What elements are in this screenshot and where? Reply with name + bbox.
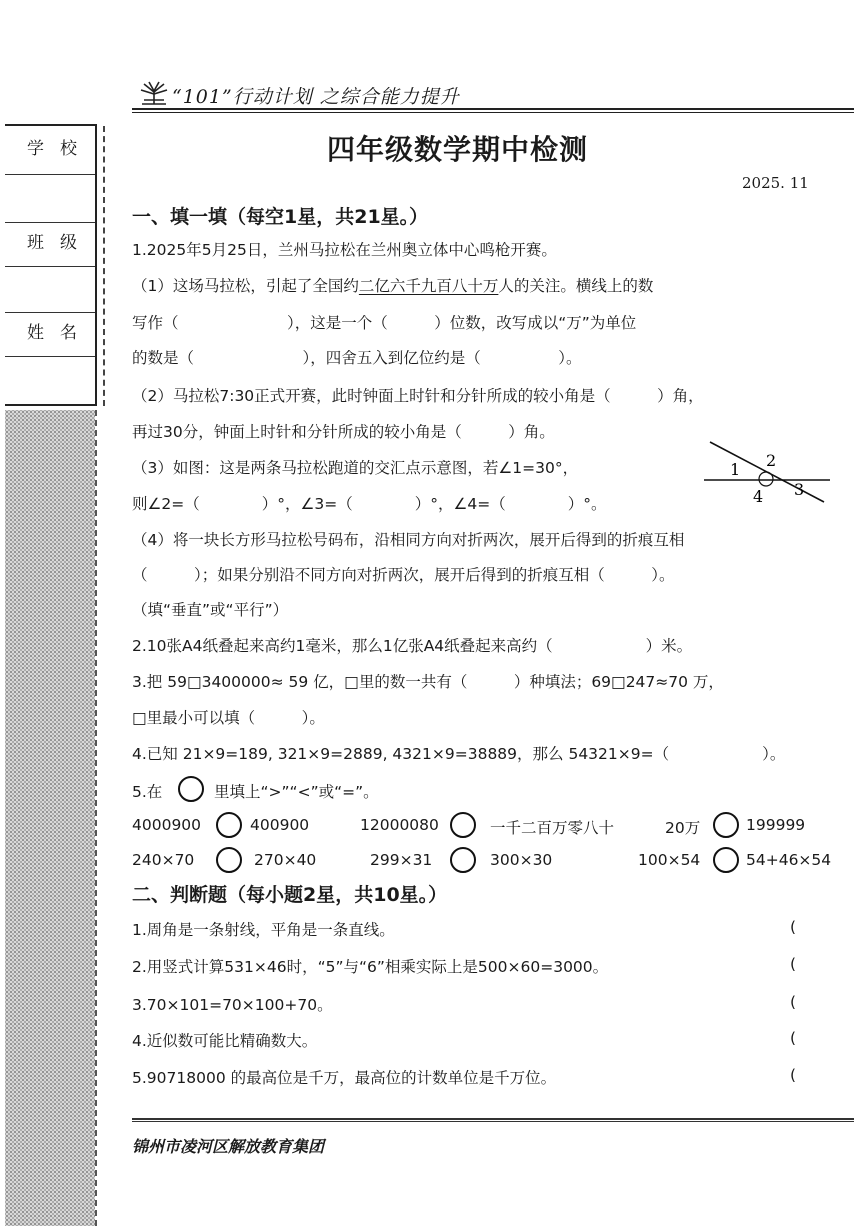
q5-text-b: 里填上“>”“<”或“=”。 [214,783,379,801]
compare-6-circle[interactable] [713,847,739,873]
name-line [5,356,95,357]
q2: 2.10张A4纸叠起来高约1毫米，那么1亿张A4纸叠起来高约（ ）米。 [132,637,693,655]
name-label: 姓名 [27,323,93,343]
compare-2-circle[interactable] [450,812,476,838]
q3-line2: □里最小可以填（ ）。 [132,709,325,727]
compare-6-right: 54+46×54 [746,851,832,869]
judge-3-paren[interactable]: ( [790,993,797,1011]
q1-3-line2: 则∠2=（ ）°，∠3=（ ）°，∠4=（ ）°。 [132,495,607,513]
q1-intro: 1.2025年5月25日，兰州马拉松在兰州奥立体中心鸣枪开赛。 [132,241,557,259]
angle-4-label: 4 [753,487,764,506]
q1-2-line2: 再过30分，钟面上时针和分针所成的较小角是（ ）角。 [132,423,555,441]
school-line [5,174,95,175]
judge-item-1: 1.周角是一条射线，平角是一条直线。 [132,921,395,939]
compare-1-circle[interactable] [216,812,242,838]
judge-2-paren[interactable]: ( [790,955,797,973]
footer-text: 锦州市凌河区解放教育集团 [132,1137,325,1156]
compare-4-circle[interactable] [216,847,242,873]
school-fill-line [5,222,95,223]
binding-dash-line [103,126,105,406]
q1-1-underlined-number: 二亿六千九百八十万 [358,277,499,295]
q1-1-line2: 写作（ ），这是一个（ ）位数，改写成以“万”为单位 [132,314,637,332]
compare-3-circle[interactable] [713,812,739,838]
q1-2-line1: （2）马拉松7:30正式开赛，此时钟面上时针和分针所成的较小角是（ ）角， [132,387,704,405]
q1-1-line3: 的数是（ ），四舍五入到亿位约是（ ）。 [132,349,582,367]
angle-1-label: 1 [730,460,741,479]
student-info-box [5,124,97,406]
compare-5-circle[interactable] [450,847,476,873]
q4: 4.已知 21×9=189, 321×9=2889, 4321×9=38889，那么 54321×9=（ ）。 [132,745,786,763]
compare-3-right: 199999 [746,816,806,834]
judge-4-paren[interactable]: ( [790,1029,797,1047]
series-logo [138,80,170,106]
class-fill-line [5,312,95,313]
section-2-heading: 二、判断题（每小题2星，共10星。） [132,884,448,906]
q1-4-line2: （ ）；如果分别沿不同方向对折两次，展开后得到的折痕互相（ ）。 [132,566,675,584]
class-line [5,266,95,267]
q1-3-line1: （3）如图：这是两条马拉松跑道的交汇点示意图，若∠1=30°， [132,459,579,477]
compare-4-left: 240×70 [132,851,195,869]
exam-date: 2025. 11 [742,174,809,192]
judge-item-4: 4.近似数可能比精确数大。 [132,1032,318,1050]
school-label: 学校 [27,139,93,159]
section-1-heading: 一、填一填（每空1星，共21星。） [132,206,429,228]
compare-2-left: 12000080 [360,816,439,834]
judge-item-2: 2.用竖式计算531×46时，“5”与“6”相乘实际上是500×60=3000。 [132,958,609,976]
judge-item-3: 3.70×101=70×100+70。 [132,996,333,1014]
judge-item-5: 5.90718000 的最高位是千万，最高位的计数单位是千万位。 [132,1069,557,1087]
q1-1-line1 [132,274,653,296]
q1-1-text-b: 人的关注。横线上的数 [498,277,654,295]
compare-6-left: 100×54 [638,851,701,869]
series-title: “101”行动计划 之综合能力提升 [172,86,460,108]
scan-shading-edge [95,410,97,1226]
page-title: 四年级数学期中检测 [327,133,589,166]
compare-2-right: 一千二百万零八十 [490,819,615,837]
q3-line1: 3.把 59□3400000≈ 59 亿，□里的数一共有（ ）种填法；69□247≈70 万， [132,673,724,691]
q5-text-a: 5.在 [132,783,163,801]
header-rule-thin [132,112,854,113]
compare-5-left: 299×31 [370,851,433,869]
footer-rule-thin [132,1121,854,1122]
compare-5-right: 300×30 [490,851,553,869]
scan-shading [5,410,95,1226]
header-rule [132,108,854,110]
q5-example-circle [178,776,204,802]
compare-1-left: 4000900 [132,816,202,834]
class-label: 班级 [27,233,93,253]
angle-2-label: 2 [766,451,777,470]
angle-3-label: 3 [794,480,805,499]
judge-5-paren[interactable]: ( [790,1066,797,1084]
compare-3-left: 20万 [665,819,701,837]
footer-rule [132,1118,854,1120]
intersection-diagram [700,438,832,506]
compare-1-right: 400900 [250,816,310,834]
judge-1-paren[interactable]: ( [790,918,797,936]
q1-4-line1: （4）将一块长方形马拉松号码布，沿相同方向对折两次，展开后得到的折痕互相 [132,531,685,549]
compare-4-right: 270×40 [254,851,317,869]
q1-4-line3: （填“垂直”或“平行”） [132,601,289,619]
q1-1-text-a: （1）这场马拉松，引起了全国约 [132,277,359,295]
